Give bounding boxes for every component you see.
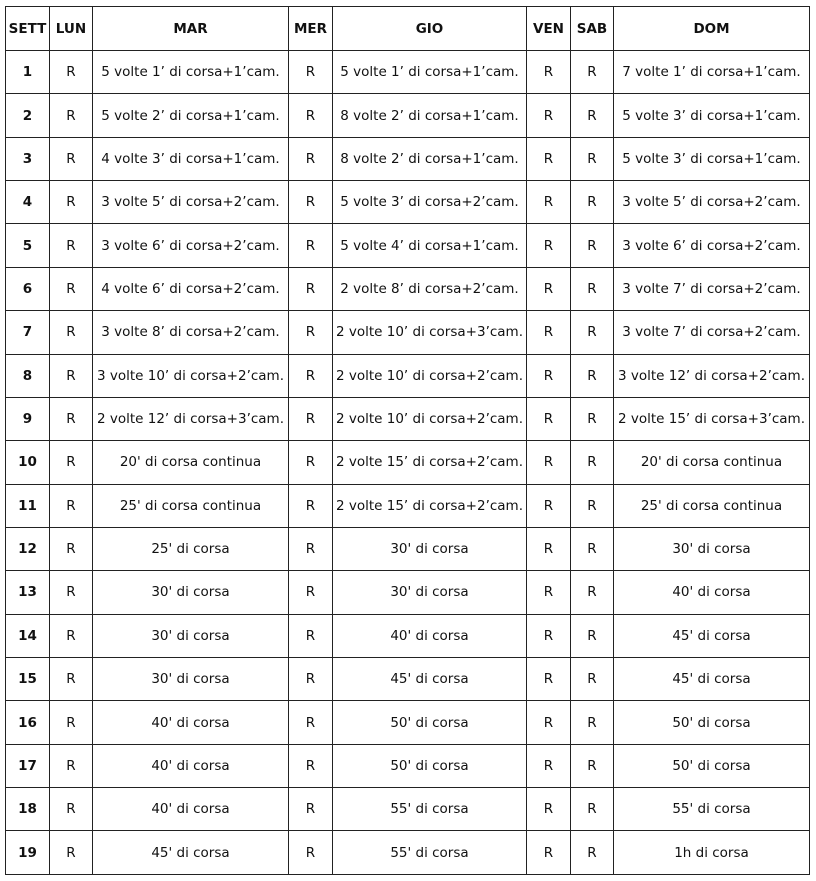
cell-mer: R	[289, 354, 333, 397]
table-row	[6, 224, 810, 267]
cell-ven: R	[527, 354, 571, 397]
cell-ven: R	[527, 658, 571, 701]
cell-week: 1	[6, 51, 50, 94]
cell-mar: 30' di corsa	[93, 658, 289, 701]
cell-gio: 5 volte 1’ di corsa+1’cam.	[333, 51, 527, 94]
header-mar: MAR	[93, 7, 289, 51]
cell-dom: 1h di corsa	[614, 831, 810, 875]
cell-mar: 20' di corsa continua	[93, 441, 289, 484]
cell-week: 8	[6, 354, 50, 397]
cell-gio: 55' di corsa	[333, 831, 527, 875]
cell-lun: R	[50, 224, 93, 267]
cell-dom: 3 volte 5’ di corsa+2’cam.	[614, 181, 810, 224]
cell-week: 13	[6, 571, 50, 614]
training-schedule-table	[5, 6, 810, 875]
cell-mar: 3 volte 10’ di corsa+2’cam.	[93, 354, 289, 397]
header-mer: MER	[289, 7, 333, 51]
cell-sab: R	[571, 51, 614, 94]
cell-week: 16	[6, 701, 50, 744]
table-row	[6, 94, 810, 137]
cell-dom: 55' di corsa	[614, 788, 810, 831]
cell-lun: R	[50, 137, 93, 180]
cell-lun: R	[50, 267, 93, 310]
header-ven: VEN	[527, 7, 571, 51]
cell-lun: R	[50, 354, 93, 397]
cell-ven: R	[527, 441, 571, 484]
table-row	[6, 181, 810, 224]
cell-ven: R	[527, 311, 571, 354]
cell-ven: R	[527, 51, 571, 94]
cell-ven: R	[527, 224, 571, 267]
table-row	[6, 571, 810, 614]
cell-mer: R	[289, 311, 333, 354]
cell-sab: R	[571, 267, 614, 310]
cell-week: 10	[6, 441, 50, 484]
cell-sab: R	[571, 137, 614, 180]
table-row	[6, 137, 810, 180]
cell-mar: 30' di corsa	[93, 571, 289, 614]
cell-dom: 3 volte 6’ di corsa+2’cam.	[614, 224, 810, 267]
cell-week: 15	[6, 658, 50, 701]
cell-lun: R	[50, 51, 93, 94]
cell-mar: 5 volte 2’ di corsa+1’cam.	[93, 94, 289, 137]
table-body	[6, 51, 810, 875]
cell-week: 17	[6, 744, 50, 787]
cell-week: 2	[6, 94, 50, 137]
cell-mar: 40' di corsa	[93, 701, 289, 744]
cell-lun: R	[50, 527, 93, 570]
cell-week: 9	[6, 397, 50, 440]
cell-ven: R	[527, 484, 571, 527]
cell-week: 3	[6, 137, 50, 180]
cell-lun: R	[50, 701, 93, 744]
table-row	[6, 527, 810, 570]
cell-gio: 2 volte 15’ di corsa+2’cam.	[333, 441, 527, 484]
cell-sab: R	[571, 614, 614, 657]
cell-week: 18	[6, 788, 50, 831]
table-row	[6, 658, 810, 701]
cell-mar: 25' di corsa continua	[93, 484, 289, 527]
cell-mar: 2 volte 12’ di corsa+3’cam.	[93, 397, 289, 440]
cell-lun: R	[50, 94, 93, 137]
cell-lun: R	[50, 614, 93, 657]
cell-mar: 3 volte 6’ di corsa+2’cam.	[93, 224, 289, 267]
cell-sab: R	[571, 94, 614, 137]
cell-ven: R	[527, 137, 571, 180]
cell-lun: R	[50, 744, 93, 787]
cell-sab: R	[571, 527, 614, 570]
table-row	[6, 484, 810, 527]
cell-gio: 50' di corsa	[333, 701, 527, 744]
cell-mer: R	[289, 484, 333, 527]
cell-mer: R	[289, 441, 333, 484]
cell-mer: R	[289, 224, 333, 267]
cell-dom: 25' di corsa continua	[614, 484, 810, 527]
cell-lun: R	[50, 658, 93, 701]
cell-week: 7	[6, 311, 50, 354]
cell-dom: 3 volte 12’ di corsa+2’cam.	[614, 354, 810, 397]
table-row	[6, 311, 810, 354]
cell-ven: R	[527, 701, 571, 744]
cell-mar: 3 volte 8’ di corsa+2’cam.	[93, 311, 289, 354]
cell-sab: R	[571, 354, 614, 397]
cell-mer: R	[289, 137, 333, 180]
header-sab: SAB	[571, 7, 614, 51]
cell-gio: 2 volte 10’ di corsa+2’cam.	[333, 354, 527, 397]
cell-week: 11	[6, 484, 50, 527]
cell-mer: R	[289, 397, 333, 440]
cell-mer: R	[289, 744, 333, 787]
cell-sab: R	[571, 571, 614, 614]
cell-gio: 55' di corsa	[333, 788, 527, 831]
cell-gio: 30' di corsa	[333, 527, 527, 570]
cell-mer: R	[289, 788, 333, 831]
cell-dom: 2 volte 15’ di corsa+3’cam.	[614, 397, 810, 440]
cell-dom: 7 volte 1’ di corsa+1’cam.	[614, 51, 810, 94]
table-row	[6, 744, 810, 787]
cell-gio: 50' di corsa	[333, 744, 527, 787]
table-row	[6, 441, 810, 484]
cell-ven: R	[527, 527, 571, 570]
cell-week: 19	[6, 831, 50, 875]
cell-ven: R	[527, 94, 571, 137]
cell-gio: 2 volte 10’ di corsa+2’cam.	[333, 397, 527, 440]
header-row	[6, 7, 810, 51]
cell-dom: 3 volte 7’ di corsa+2’cam.	[614, 311, 810, 354]
cell-gio: 2 volte 10’ di corsa+3’cam.	[333, 311, 527, 354]
cell-gio: 40' di corsa	[333, 614, 527, 657]
cell-dom: 50' di corsa	[614, 744, 810, 787]
cell-mar: 4 volte 3’ di corsa+1’cam.	[93, 137, 289, 180]
cell-sab: R	[571, 311, 614, 354]
cell-ven: R	[527, 831, 571, 875]
cell-mar: 40' di corsa	[93, 788, 289, 831]
cell-mer: R	[289, 701, 333, 744]
cell-mar: 5 volte 1’ di corsa+1’cam.	[93, 51, 289, 94]
table-row	[6, 397, 810, 440]
cell-mer: R	[289, 658, 333, 701]
table-row	[6, 354, 810, 397]
cell-mar: 30' di corsa	[93, 614, 289, 657]
cell-dom: 50' di corsa	[614, 701, 810, 744]
cell-sab: R	[571, 397, 614, 440]
cell-gio: 45' di corsa	[333, 658, 527, 701]
cell-gio: 30' di corsa	[333, 571, 527, 614]
cell-sab: R	[571, 441, 614, 484]
cell-dom: 3 volte 7’ di corsa+2’cam.	[614, 267, 810, 310]
cell-week: 5	[6, 224, 50, 267]
cell-dom: 5 volte 3’ di corsa+1’cam.	[614, 137, 810, 180]
cell-ven: R	[527, 181, 571, 224]
cell-dom: 30' di corsa	[614, 527, 810, 570]
cell-sab: R	[571, 788, 614, 831]
cell-gio: 5 volte 3’ di corsa+2’cam.	[333, 181, 527, 224]
header-lun: LUN	[50, 7, 93, 51]
cell-lun: R	[50, 484, 93, 527]
cell-mer: R	[289, 51, 333, 94]
cell-gio: 8 volte 2’ di corsa+1’cam.	[333, 137, 527, 180]
cell-sab: R	[571, 224, 614, 267]
header-sett: SETT	[6, 7, 50, 51]
table-row	[6, 831, 810, 875]
cell-mer: R	[289, 527, 333, 570]
cell-sab: R	[571, 831, 614, 875]
cell-week: 12	[6, 527, 50, 570]
header-dom: DOM	[614, 7, 810, 51]
cell-ven: R	[527, 571, 571, 614]
cell-mer: R	[289, 267, 333, 310]
table-row	[6, 614, 810, 657]
cell-sab: R	[571, 701, 614, 744]
cell-lun: R	[50, 571, 93, 614]
table-row	[6, 51, 810, 94]
cell-ven: R	[527, 397, 571, 440]
table-row	[6, 701, 810, 744]
cell-mer: R	[289, 181, 333, 224]
table-header	[6, 7, 810, 51]
cell-sab: R	[571, 181, 614, 224]
cell-lun: R	[50, 441, 93, 484]
table-row	[6, 267, 810, 310]
cell-sab: R	[571, 484, 614, 527]
cell-lun: R	[50, 788, 93, 831]
cell-lun: R	[50, 181, 93, 224]
cell-mer: R	[289, 614, 333, 657]
cell-mar: 25' di corsa	[93, 527, 289, 570]
cell-mer: R	[289, 571, 333, 614]
cell-mer: R	[289, 94, 333, 137]
cell-week: 6	[6, 267, 50, 310]
cell-lun: R	[50, 397, 93, 440]
cell-gio: 2 volte 15’ di corsa+2’cam.	[333, 484, 527, 527]
cell-ven: R	[527, 614, 571, 657]
cell-week: 4	[6, 181, 50, 224]
cell-week: 14	[6, 614, 50, 657]
cell-ven: R	[527, 267, 571, 310]
cell-ven: R	[527, 744, 571, 787]
cell-mer: R	[289, 831, 333, 875]
cell-mar: 3 volte 5’ di corsa+2’cam.	[93, 181, 289, 224]
cell-dom: 5 volte 3’ di corsa+1’cam.	[614, 94, 810, 137]
cell-gio: 5 volte 4’ di corsa+1’cam.	[333, 224, 527, 267]
cell-ven: R	[527, 788, 571, 831]
cell-dom: 40' di corsa	[614, 571, 810, 614]
cell-sab: R	[571, 744, 614, 787]
table-row	[6, 788, 810, 831]
cell-dom: 45' di corsa	[614, 614, 810, 657]
cell-mar: 45' di corsa	[93, 831, 289, 875]
cell-dom: 45' di corsa	[614, 658, 810, 701]
cell-lun: R	[50, 831, 93, 875]
cell-sab: R	[571, 658, 614, 701]
cell-mar: 40' di corsa	[93, 744, 289, 787]
cell-gio: 2 volte 8’ di corsa+2’cam.	[333, 267, 527, 310]
cell-mar: 4 volte 6’ di corsa+2’cam.	[93, 267, 289, 310]
cell-lun: R	[50, 311, 93, 354]
cell-dom: 20' di corsa continua	[614, 441, 810, 484]
header-gio: GIO	[333, 7, 527, 51]
cell-gio: 8 volte 2’ di corsa+1’cam.	[333, 94, 527, 137]
